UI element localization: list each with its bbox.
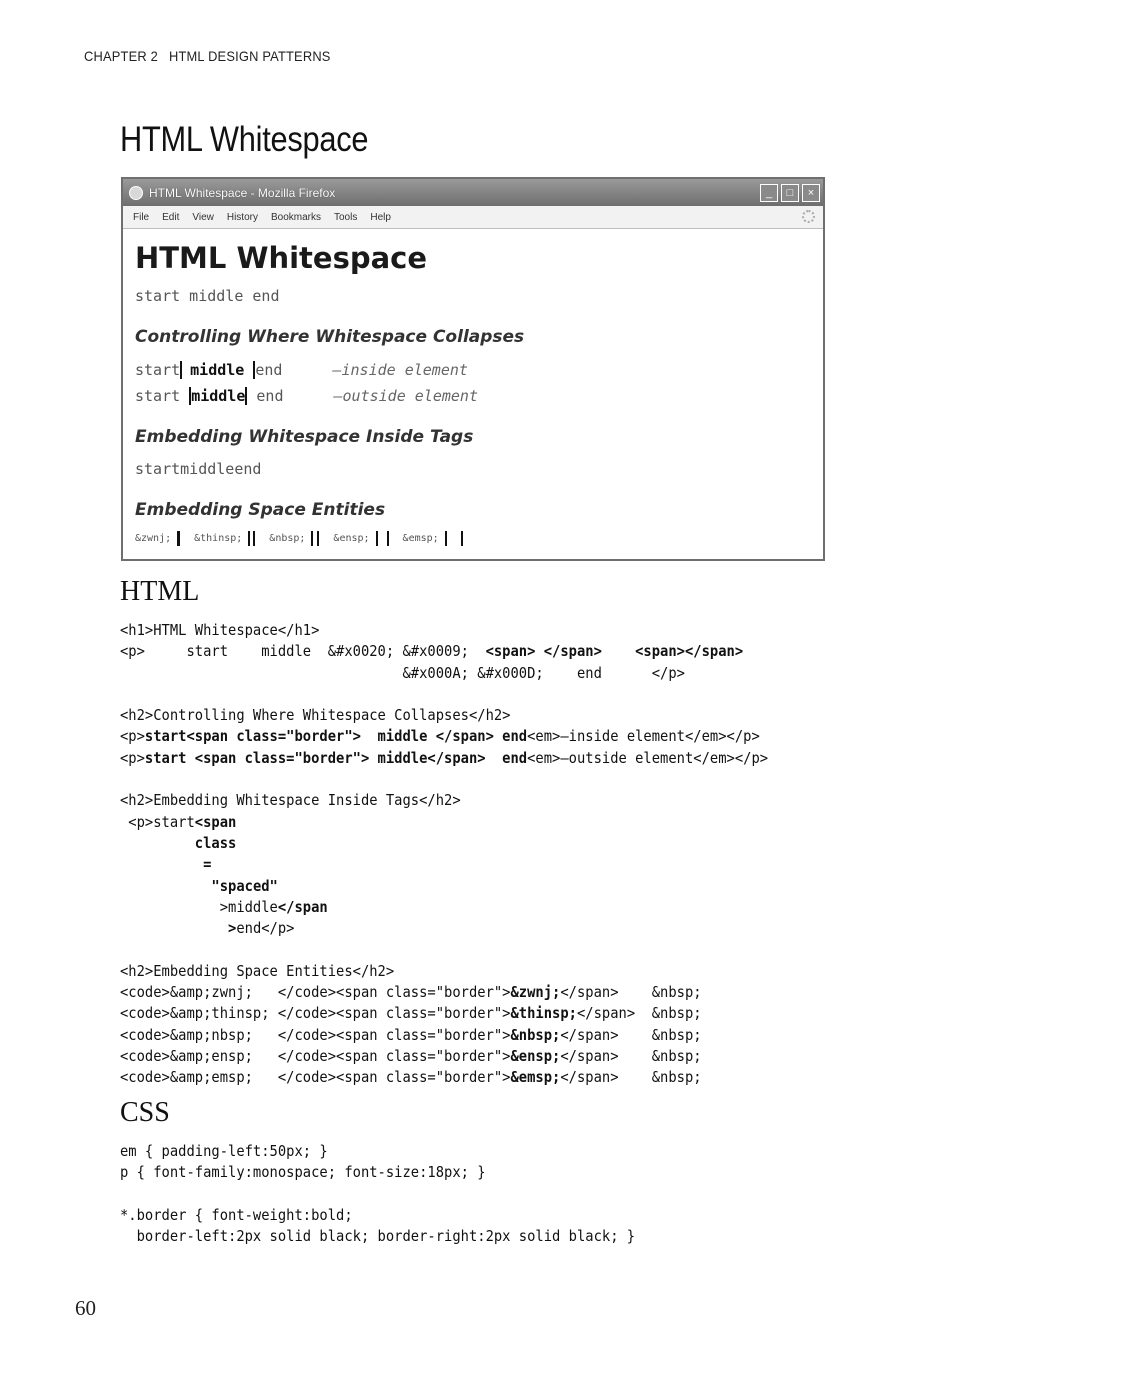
inside-em: —inside element [332, 361, 468, 379]
page-number: 60 [75, 1296, 96, 1320]
entity-bar [177, 531, 180, 546]
menu-view[interactable]: View [192, 211, 214, 223]
menu-history[interactable]: History [226, 211, 258, 223]
menu-help[interactable]: Help [370, 211, 391, 223]
running-head [84, 48, 331, 64]
outside-end: end [247, 387, 284, 405]
outside-element-line [135, 387, 478, 405]
entity-nbsp [269, 531, 319, 546]
browser-menubar [123, 206, 823, 229]
inside-start: start [135, 361, 181, 379]
browser-paragraph: start middle end [135, 287, 280, 305]
entity-label: &ensp; [333, 533, 370, 544]
entity-bar [311, 531, 319, 546]
entity-label: &nbsp; [269, 533, 306, 544]
html-code-listing: <h1>HTML Whitespace</h1> <p> start middle &#x0020; &#x0009; <span> </span> <span></span> &#x000A; &#x000D; end </p> <h2>Controlling Where Whitespace Collapses</h2> <p>start<span class="border"> middle </span> end<em>—inside element</em></p> <p>start <span class="border"> middle</span> end<em>—outside element</em></p> <h2>Embedding Whitespace Inside Tags</h2> <p>start<span class = "spaced" >middle</span >end</p> <h2>Embedding Space Entities</h2> <code>&amp;zwnj; </code><span class="border">&zwnj;</span> &nbsp; <code>&amp;thinsp; </code><span class="border">&thinsp;</span> &nbsp; <code>&amp;nbsp; </code><span class="border">&nbsp;</span> &nbsp; <code>&amp;ensp; </code><span class="border">&ensp;</span> &nbsp; <code>&amp;emsp; </code><span class="border">&emsp;</span> &nbsp; [120, 621, 769, 1087]
inside-middle: middle [182, 361, 255, 379]
close-icon[interactable]: × [802, 184, 820, 202]
throbber-icon [802, 210, 815, 223]
outside-start: start [135, 387, 190, 405]
entity-bar [376, 531, 389, 546]
entity-bar [248, 531, 255, 546]
maximize-icon[interactable]: □ [781, 184, 799, 202]
inside-end: end [255, 361, 283, 379]
menu-bookmarks[interactable]: Bookmarks [270, 211, 321, 223]
tags-paragraph: startmiddleend [135, 460, 262, 478]
browser-subheading-collapse: Controlling Where Whitespace Collapses [135, 327, 525, 347]
outside-middle: middle [191, 387, 246, 405]
css-section-label: CSS [120, 1097, 170, 1128]
html-section-label: HTML [120, 576, 200, 607]
browser-subheading-tags: Embedding Whitespace Inside Tags [135, 427, 474, 447]
entity-label: &zwnj; [135, 533, 172, 544]
menu-file[interactable]: File [133, 211, 150, 223]
css-code-listing: em { padding-left:50px; } p { font-family:monospace; font-size:18px; } *.border { font-weight:bold; border-left:2px solid black; border-right:2px solid black; } [120, 1142, 636, 1246]
entity-emsp [403, 531, 463, 546]
chapter-title: HTML DESIGN PATTERNS [168, 48, 331, 64]
entity-zwnj [135, 531, 180, 546]
browser-screenshot [121, 177, 825, 561]
menu-edit[interactable]: Edit [162, 211, 180, 223]
minimize-icon[interactable]: _ [760, 184, 778, 202]
browser-titlebar [123, 179, 823, 206]
entity-thinsp [194, 531, 255, 546]
menu-tools[interactable]: Tools [334, 211, 358, 223]
entity-ensp [333, 531, 388, 546]
recipe-title: HTML Whitespace [120, 120, 369, 159]
browser-subheading-entities: Embedding Space Entities [135, 500, 386, 520]
firefox-icon [129, 186, 143, 200]
entity-bar [445, 531, 463, 546]
entity-label: &emsp; [402, 533, 439, 544]
chapter-number: CHAPTER 2 [84, 48, 158, 64]
browser-heading: HTML Whitespace [135, 241, 428, 275]
window-title: HTML Whitespace - Mozilla Firefox [149, 185, 336, 200]
entities-row [135, 531, 477, 546]
inside-element-line [135, 361, 468, 379]
entity-label: &thinsp; [194, 533, 243, 544]
outside-em: —outside element [333, 387, 478, 405]
